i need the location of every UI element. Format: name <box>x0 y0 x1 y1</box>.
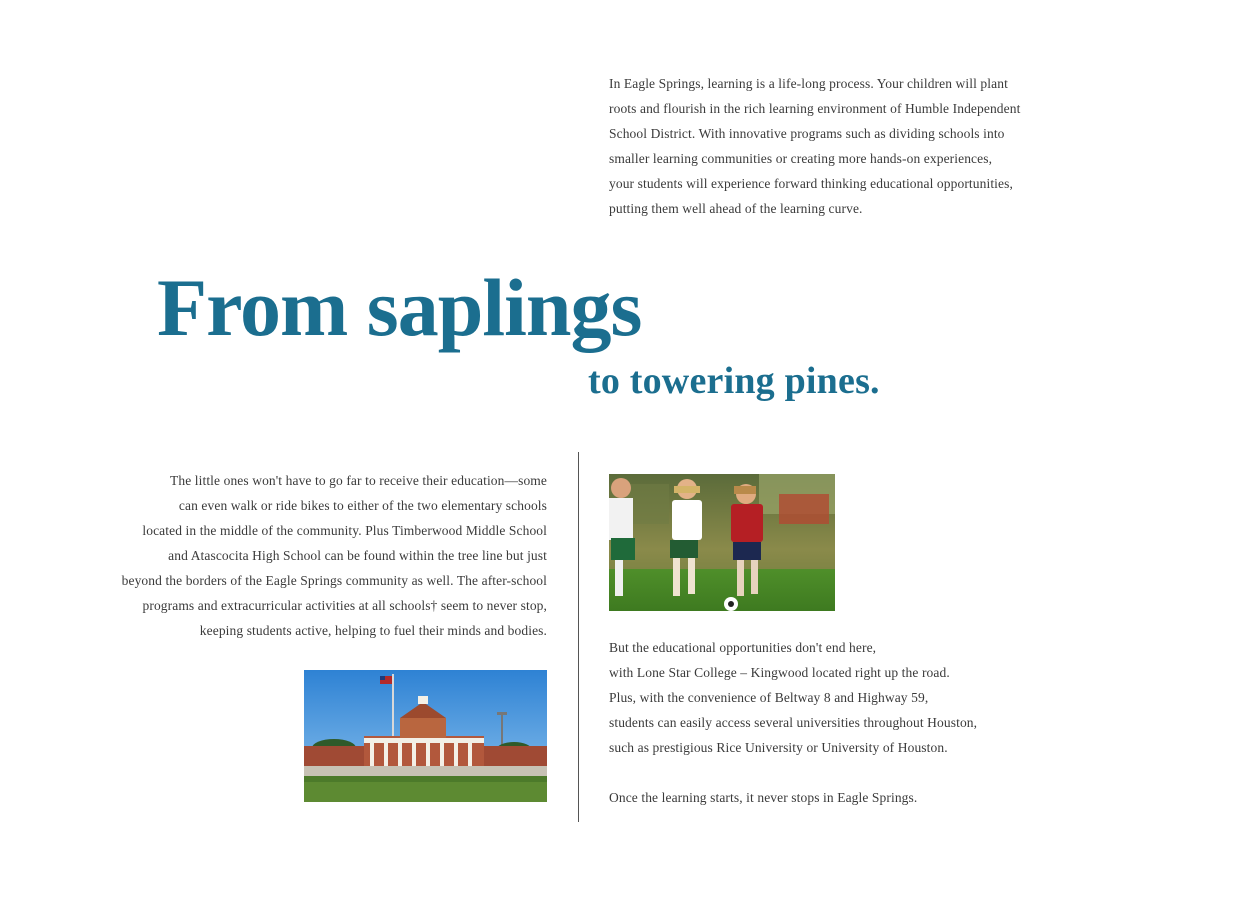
intro-line: smaller learning communities or creating more hands-on experiences, <box>609 151 993 166</box>
right-copy-line: such as prestigious Rice University or University of Houston. <box>609 740 948 755</box>
intro-line: putting them well ahead of the learning curve. <box>609 201 863 216</box>
closing-line <box>609 785 917 810</box>
left-copy-line: located in the middle of the community. Plus Timberwood Middle School <box>142 523 547 538</box>
left-copy-line: can even walk or ride bikes to either of the two elementary schools <box>178 498 547 513</box>
left-column-paragraph <box>60 468 547 643</box>
closing-text: Once the learning starts, it never stops in Eagle Springs. <box>609 790 918 805</box>
right-copy-line: with Lone Star College – Kingwood located right up the road. <box>609 665 950 680</box>
headline-main: From saplings <box>157 262 642 353</box>
left-copy-line: keeping students active, helping to fuel their minds and bodies. <box>199 623 547 638</box>
kids-soccer-photo <box>609 474 835 611</box>
intro-line: your students will experience forward thinking educational opportunities, <box>609 176 1013 191</box>
school-building-photo <box>304 670 547 802</box>
left-copy-line: beyond the borders of the Eagle Springs community as well. The after-school <box>121 573 547 588</box>
intro-line: In Eagle Springs, learning is a life-long process. Your children will plant <box>609 76 1008 91</box>
intro-line: roots and flourish in the rich learning environment of Humble Independent <box>609 101 1021 116</box>
right-copy-line: Plus, with the convenience of Beltway 8 and Highway 59, <box>609 690 929 705</box>
headline-sub: to towering pines. <box>588 360 880 402</box>
left-copy-line: and Atascocita High School can be found within the tree line but just <box>168 548 547 563</box>
column-divider <box>578 452 579 822</box>
right-copy-line: students can easily access several universities throughout Houston, <box>609 715 978 730</box>
left-copy-line: programs and extracurricular activities at all schools† seem to never stop, <box>142 598 547 613</box>
right-column-paragraph <box>609 635 977 760</box>
intro-paragraph <box>609 71 1020 221</box>
intro-line: School District. With innovative programs such as dividing schools into <box>609 126 1005 141</box>
right-copy-line: But the educational opportunities don't end here, <box>609 640 877 655</box>
left-copy-line: The little ones won't have to go far to receive their education—some <box>170 473 547 488</box>
